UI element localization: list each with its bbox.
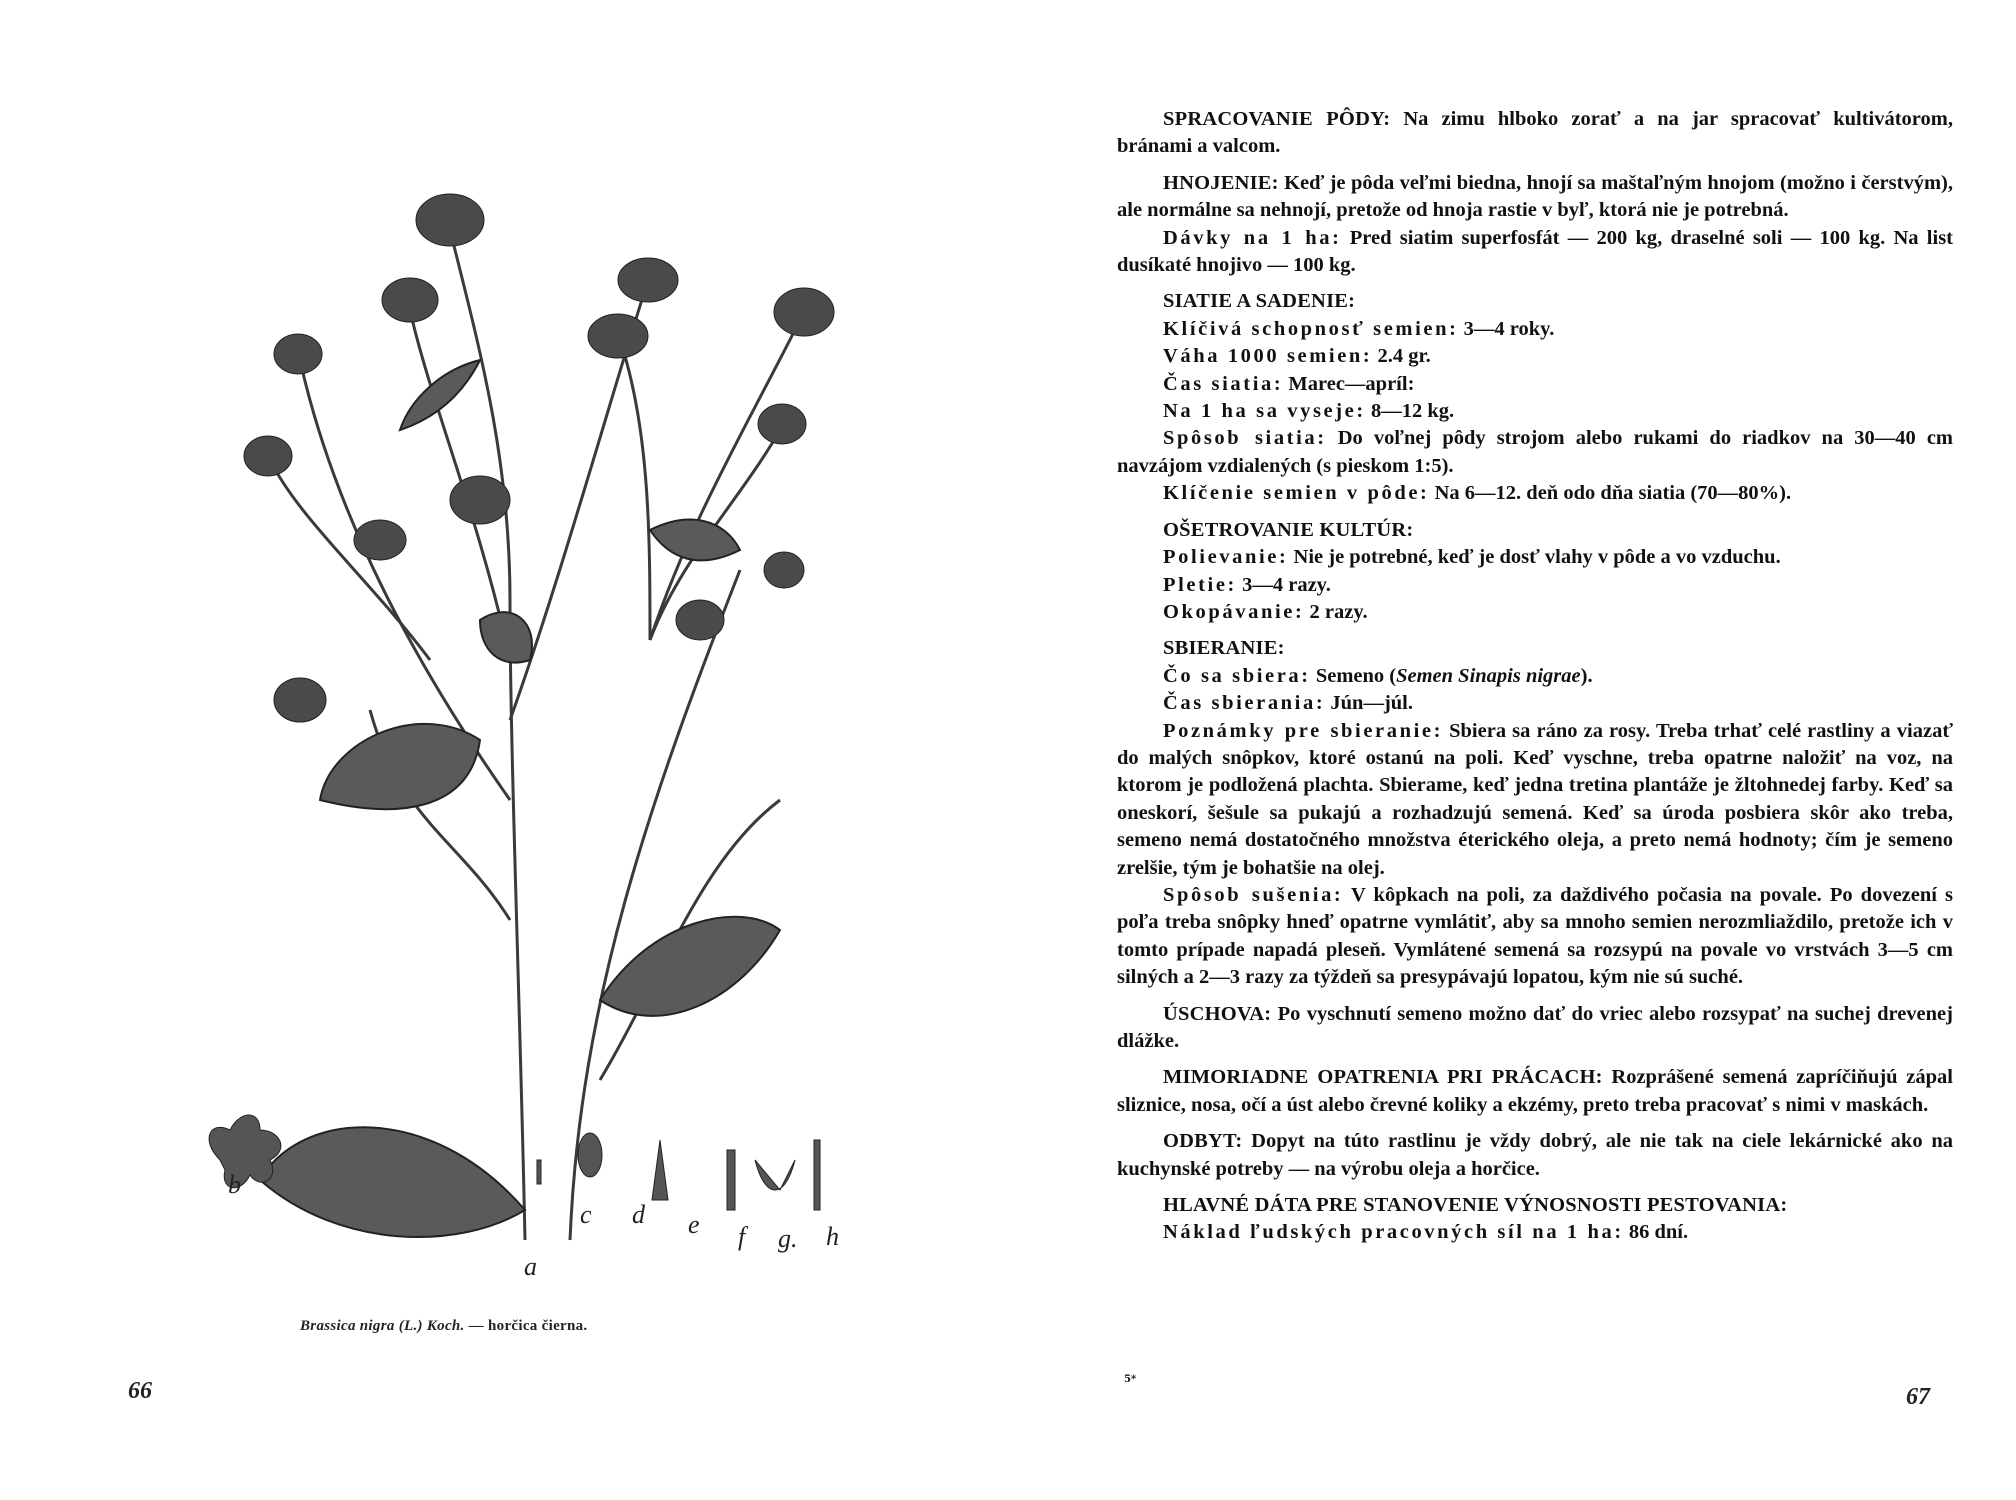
precautions-text: Rozprášené semená zapríčiňujú zápal sliznice, nosa, očí a úst alebo črevné koliky a ekzémy, preto treba pracovať s nimi v maskách. [1117,1066,1953,1116]
sales-text: Dopyt na túto rastlinu je vždy dobrý, ale nie tak na ciele lekárnické ako na kuchynské potreby — na výrobu oleja a horčice. [1117,1130,1953,1180]
dry-label: Spôsob sušenia: [1163,883,1344,906]
dry-text: V kôpkach na poli, za daždivého počasia na povale. Po dovezení s poľa treba snôpky hneď opatrne vymlátiť, aby sa mnoho semien nerozmliaždilo, pretože ich v tomto prípade napadá pleseň. Vymlátené semená sa rozsypú na povale vo vrstvách 3—5 cm silných a 2—3 razy za týždeň sa presypávajú lopatou, kým nie sú suché. [1117,883,1953,989]
harvest-when [1117,690,1953,717]
hoe-label: Okopávanie: [1163,600,1305,623]
sowing-heading: SIATIE A SADENIE: [1163,290,1356,313]
sprout-label: Klíčenie semien v pôde: [1163,482,1430,505]
care-hoeing [1117,599,1953,626]
page-number-left: 66 [128,1378,152,1404]
section-harvest [1117,635,1953,662]
figure-label-e: e [688,1210,700,1239]
harvest-what [1117,663,1953,690]
labor-text: 86 dní. [1623,1221,1689,1244]
what-label: Čo sa sbiera: [1163,664,1311,687]
when-text: Jún—júl. [1325,692,1413,715]
germ-text: 3—4 roky. [1458,317,1555,340]
rate-label: Na 1 ha sa vyseje: [1163,400,1366,423]
yield-labor [1117,1219,1953,1246]
caption-latin-name: Brassica nigra (L.) Koch. [300,1318,465,1334]
care-heading: OŠETROVANIE KULTÚR: [1163,518,1414,541]
weight-text: 2.4 gr. [1372,345,1431,368]
section-sales [1117,1128,1953,1183]
water-label: Polievanie: [1163,546,1289,569]
section-care [1117,517,1953,544]
sales-heading: ODBYT: [1163,1130,1243,1153]
figure-caption [300,1318,860,1335]
what-end: ). [1580,664,1593,687]
sowing-weight [1117,343,1953,370]
section-fertilizing [1117,170,1953,225]
weight-label: Váha 1000 semien: [1163,345,1373,368]
fert-dose [1117,225,1953,280]
sowing-time [1117,371,1953,398]
dose-label: Dávky na 1 ha: [1163,226,1342,249]
notes-label: Poznámky pre sbieranie: [1163,719,1444,742]
figure-label-c: c [580,1200,592,1229]
weed-label: Pletie: [1163,573,1237,596]
figure-label-h: h [826,1222,839,1251]
soil-text: Na zimu hlboko zorať a na jar spracovať kultivátorom, bránami a valcom. [1117,108,1953,158]
sowing-sprouting [1117,480,1953,507]
hoe-text: 2 razy. [1304,600,1368,623]
section-storage [1117,1001,1953,1056]
care-watering [1117,544,1953,571]
rate-text: 8—12 kg. [1365,400,1455,423]
figure-label-g: g. [778,1224,798,1253]
section-soil [1117,106,1953,161]
sprout-text: Na 6—12. deň odo dňa siatia (70—80%). [1429,482,1792,505]
fert-text: Keď je pôda veľmi biedna, hnojí sa maštaľným hnojom (možno i čerstvým), ale normálne sa nehnojí, pretože od hnoja rastie v byľ, ktorá nie je potrebná. [1117,171,1953,222]
caption-separator: — [464,1318,489,1334]
method-text: Do voľnej pôdy strojom alebo rukami do riadkov na 30—40 cm navzájom vzdialených (s pieskom 1:5). [1117,427,1953,477]
notes-text: Sbiera sa ráno za rosy. Treba trhať celé rastliny a viazať do malých snôpkov, ktoré ostanú na poli. Keď vyschne, treba opatrne naložiť na voz, na ktorom je podložená plachta. Sbierame, keď jedna tretina plantáže je žltohnedej farby. Keď sa oneskorí, šešule sa pukajú a rozhadzujú semená. Keď sa úroda posbiera skôr ako treba, semeno nemá dostatočného množstva éterického oleja, a preto nemá hodnoty; čím je semeno zrelšie, tým je bohatšie na olej. [1117,719,1954,879]
plant-illustration [180,100,840,1300]
storage-text: Po vyschnutí semeno možno dať do vriec alebo rozsypať na suchej drevenej dlážke. [1117,1002,1953,1052]
figure-label-a: a [524,1252,537,1281]
footnote-mark: 5* [1124,1374,1137,1385]
yield-heading: HLAVNÉ DÁTA PRE STANOVENIE VÝNOSNOSTI PESTOVANIA: [1163,1194,1788,1217]
time-label: Čas siatia: [1163,372,1284,395]
figure-label-b: b [228,1170,241,1199]
weed-text: 3—4 razy. [1236,573,1331,596]
what-latin: Semen Sinapis nigrae [1396,664,1581,687]
caption-common-name: horčica čierna. [488,1318,588,1334]
sowing-germination [1117,316,1953,343]
figure-label-f: f [738,1222,746,1251]
brassica-nigra-drawing [180,100,840,1300]
method-label: Spôsob siatia: [1163,427,1327,450]
sowing-method [1117,425,1953,480]
section-yield [1117,1192,1953,1219]
right-page-text [1117,106,1953,1247]
soil-heading: SPRACOVANIE PÔDY: [1163,108,1391,130]
harvest-notes [1117,718,1953,882]
care-weeding [1117,572,1953,599]
section-precautions [1117,1064,1953,1119]
harvest-drying [1117,882,1953,992]
page-number-right: 67 [1906,1384,1930,1410]
precautions-heading: MIMORIADNE OPATRENIA PRI PRÁCACH: [1163,1066,1603,1089]
labor-label: Náklad ľudských pracovných síl na 1 ha: [1163,1221,1624,1244]
germ-label: Klíčivá schopnosť semien: [1163,317,1459,340]
time-text: Marec—apríl: [1283,372,1415,395]
figure-label-d: d [632,1200,645,1229]
what-text: Semeno ( [1310,664,1397,687]
when-label: Čas sbierania: [1163,692,1326,715]
dose-text: Pred siatim superfosfát — 200 kg, draselné soli — 100 kg. Na list dusíkaté hnojivo — 100 kg. [1117,226,1954,277]
water-text: Nie je potrebné, keď je dosť vlahy v pôde a vo vzduchu. [1288,546,1781,569]
storage-heading: ÚSCHOVA: [1163,1002,1272,1025]
harvest-heading: SBIERANIE: [1163,637,1285,660]
sowing-rate [1117,398,1953,425]
fert-heading: HNOJENIE: [1163,171,1279,194]
section-sowing [1117,288,1953,315]
